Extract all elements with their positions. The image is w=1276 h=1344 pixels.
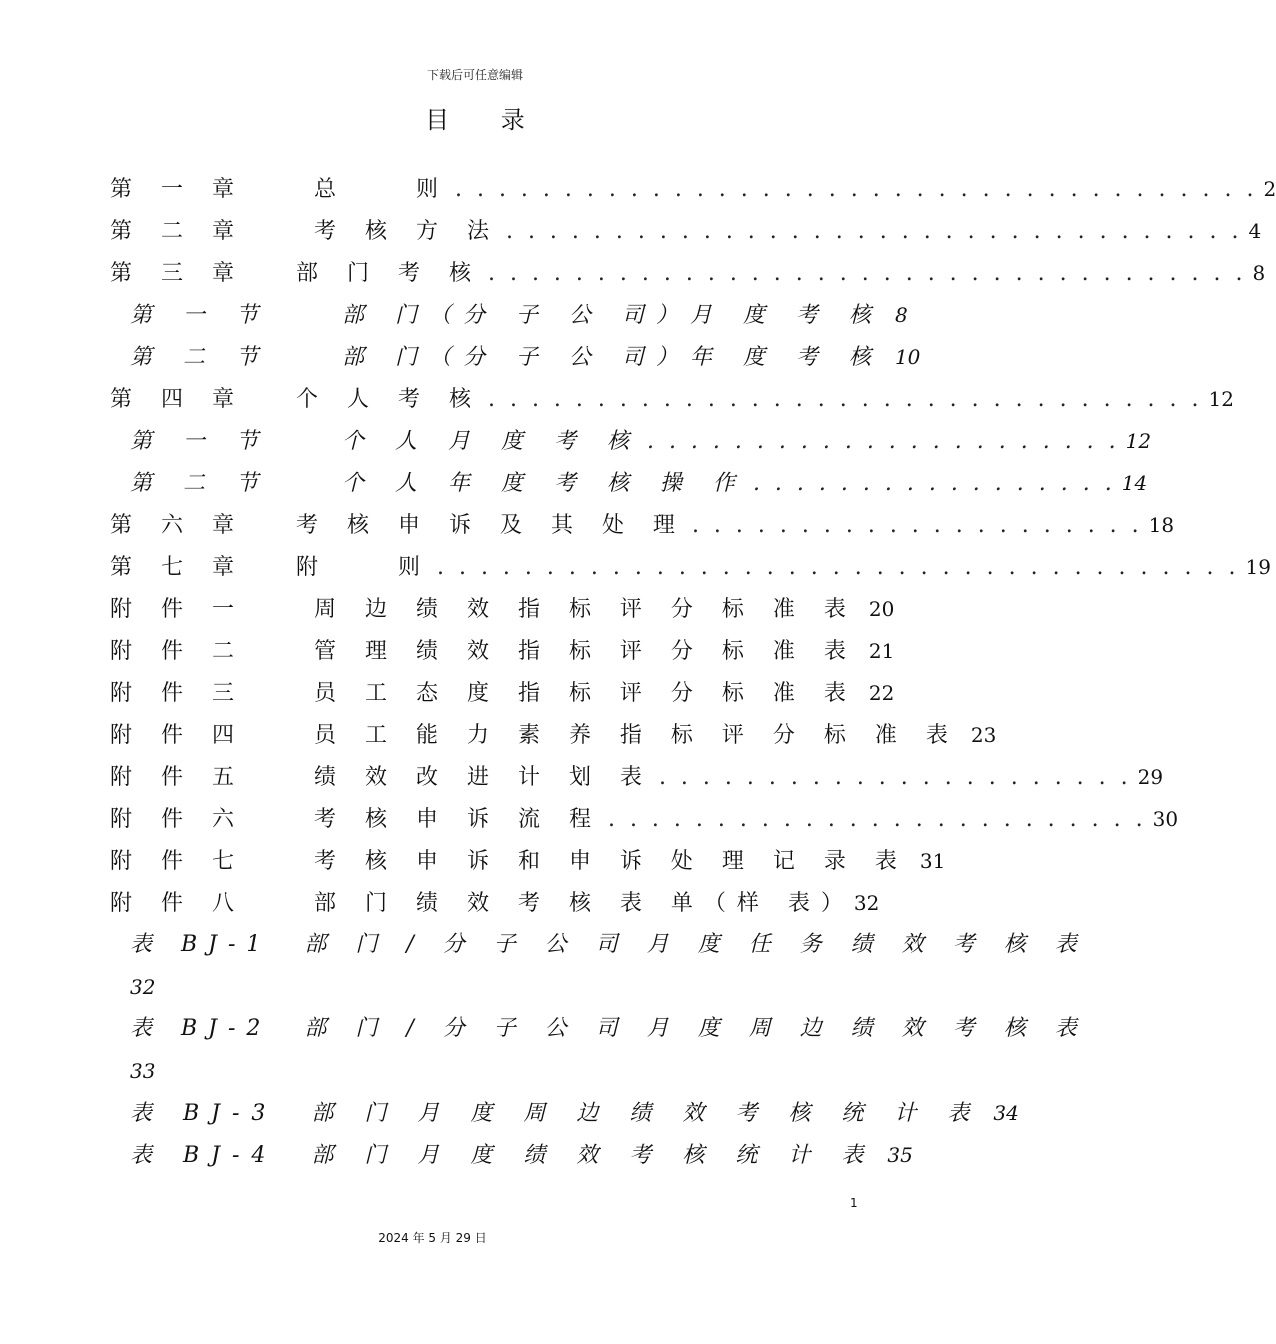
toc-entry-chapter-7[interactable] — [110, 546, 1271, 588]
toc-entry-attachment-4[interactable] — [110, 714, 997, 756]
toc-entry-table-bj4[interactable] — [130, 1134, 913, 1176]
toc-page-number: 19 — [1245, 555, 1271, 579]
page-title: 目 录 — [425, 106, 547, 134]
toc-leader: . . . . . . . . . . . . . . . . . . . . . — [691, 513, 1143, 538]
toc-entry-section-4-2[interactable] — [130, 462, 1148, 504]
toc-entry-label: 附 件 七 考 核 申 诉 和 申 诉 处 理 记 录 表 — [110, 849, 908, 874]
toc-leader: . . . . . . . . . . . . . . . . . . . . . . . . . . . . . . . . . . . . . — [436, 555, 1240, 580]
toc-page-number: 21 — [868, 639, 895, 663]
toc-entry-chapter-6[interactable] — [110, 504, 1175, 546]
toc-page-number: 32 — [130, 975, 156, 999]
toc-page-number: 12 — [1208, 387, 1234, 411]
toc-entry-label: 第 二 节 个 人 年 度 考 核 操 作 — [130, 471, 747, 496]
toc-entry-label: 附 件 八 部 门 绩 效 考 核 表 单（样 表） — [110, 891, 854, 916]
toc-page-number: 31 — [919, 849, 946, 873]
toc-entry-attachment-8[interactable] — [110, 882, 880, 924]
toc-page-number: 30 — [1152, 807, 1179, 831]
toc-entry-label: 第 一 章 总 则 — [110, 177, 449, 202]
toc-entry-label: 附 件 三 员 工 态 度 指 标 评 分 标 准 表 — [110, 681, 857, 706]
toc-entry-label: 第 四 章 个 人 考 核 — [110, 387, 482, 412]
toc-entry-chapter-2[interactable] — [110, 210, 1262, 252]
toc-entry-attachment-3[interactable] — [110, 672, 895, 714]
toc-entry-label: 表 BJ-4 部 门 月 度 绩 效 考 核 统 计 表 — [130, 1143, 876, 1168]
toc-entry-label: 第 六 章 考 核 申 诉 及 其 处 理 — [110, 513, 686, 538]
footer-date: 2024 年 5 月 29 日 — [378, 1231, 487, 1245]
page-header: 下载后可任意编辑 — [426, 68, 523, 82]
toc-page-number: 12 — [1125, 429, 1152, 453]
toc-leader: . . . . . . . . . . . . . . . . . . . . . . — [646, 429, 1120, 454]
toc-page-number: 35 — [887, 1143, 913, 1167]
toc-page-number: 14 — [1121, 471, 1148, 495]
toc-entry-section-3-1[interactable] — [130, 294, 908, 336]
toc-page-number: 10 — [894, 345, 921, 369]
toc-page-number: 34 — [993, 1101, 1019, 1125]
toc-entry-label: 第 二 章 考 核 方 法 — [110, 219, 500, 244]
toc-entry-label: 附 件 四 员 工 能 力 素 养 指 标 评 分 标 准 表 — [110, 723, 959, 748]
toc-entry-attachment-2[interactable] — [110, 630, 895, 672]
toc-page-number: 29 — [1137, 765, 1164, 789]
toc-page-number: 8 — [894, 303, 908, 327]
toc-entry-attachment-5[interactable] — [110, 756, 1164, 798]
toc-entry-table-bj1[interactable] — [130, 924, 1088, 1008]
toc-page-number: 8 — [1252, 261, 1266, 285]
toc-page-number: 4 — [1248, 219, 1262, 243]
toc-entry-label: 第 七 章 附 则 — [110, 555, 431, 580]
toc-entry-label: 第 一 节 个 人 月 度 考 核 — [130, 429, 641, 454]
toc-entry-chapter-4[interactable] — [110, 378, 1234, 420]
toc-entry-table-bj3[interactable] — [130, 1092, 1019, 1134]
toc-entry-section-3-2[interactable] — [130, 336, 921, 378]
toc-entry-label: 附 件 一 周 边 绩 效 指 标 评 分 标 准 表 — [110, 597, 857, 622]
toc-entry-attachment-6[interactable] — [110, 798, 1179, 840]
toc-entry-section-4-1[interactable] — [130, 420, 1152, 462]
toc-leader: . . . . . . . . . . . . . . . . . . . . . . . . . . . . . . . . . . . . . — [454, 177, 1258, 202]
toc-entry-label: 附 件 五 绩 效 改 进 计 划 表 — [110, 765, 653, 790]
toc-page-number: 2 — [1263, 177, 1276, 201]
toc-page-number: 18 — [1148, 513, 1175, 537]
toc-leader: . . . . . . . . . . . . . . . . . . . . . . . . . . . . . . . . . — [487, 387, 1203, 412]
toc-leader: . . . . . . . . . . . . . . . . . — [752, 471, 1116, 496]
toc-entry-chapter-3[interactable] — [110, 252, 1266, 294]
toc-entry-label: 附 件 六 考 核 申 诉 流 程 — [110, 807, 602, 832]
toc-entry-label: 表 BJ-1 部 门 / 分 子 公 司 月 度 任 务 绩 效 考 核 表 — [130, 932, 1088, 957]
toc-entry-label: 附 件 二 管 理 绩 效 指 标 评 分 标 准 表 — [110, 639, 857, 664]
toc-page-number: 22 — [868, 681, 895, 705]
toc-leader: . . . . . . . . . . . . . . . . . . . . . . . . . — [607, 807, 1147, 832]
toc-page-number: 33 — [130, 1059, 156, 1083]
toc-leader: . . . . . . . . . . . . . . . . . . . . . . . . . . . . . . . . . . . — [487, 261, 1247, 286]
toc-entry-label: 第 三 章 部 门 考 核 — [110, 261, 482, 286]
toc-entry-label: 第 一 节 部 门（分 子 公 司）月 度 考 核 — [130, 303, 883, 328]
toc-entry-attachment-1[interactable] — [110, 588, 895, 630]
toc-entry-label: 第 二 节 部 门（分 子 公 司）年 度 考 核 — [130, 345, 883, 370]
page-number: 1 — [850, 1196, 858, 1210]
toc-page-number: 23 — [970, 723, 997, 747]
toc-page-number: 32 — [853, 891, 880, 915]
toc-entry-attachment-7[interactable] — [110, 840, 946, 882]
toc-entry-chapter-1[interactable] — [110, 168, 1276, 210]
toc-entry-label: 表 BJ-2 部 门 / 分 子 公 司 月 度 周 边 绩 效 考 核 表 — [130, 1016, 1088, 1041]
toc-entry-label: 表 BJ-3 部 门 月 度 周 边 绩 效 考 核 统 计 表 — [130, 1101, 982, 1126]
toc-page-number: 20 — [868, 597, 895, 621]
toc-entry-table-bj2[interactable] — [130, 1008, 1088, 1092]
toc-leader: . . . . . . . . . . . . . . . . . . . . . . . . . . . . . . . . . . — [505, 219, 1243, 244]
toc-leader: . . . . . . . . . . . . . . . . . . . . . . — [658, 765, 1132, 790]
